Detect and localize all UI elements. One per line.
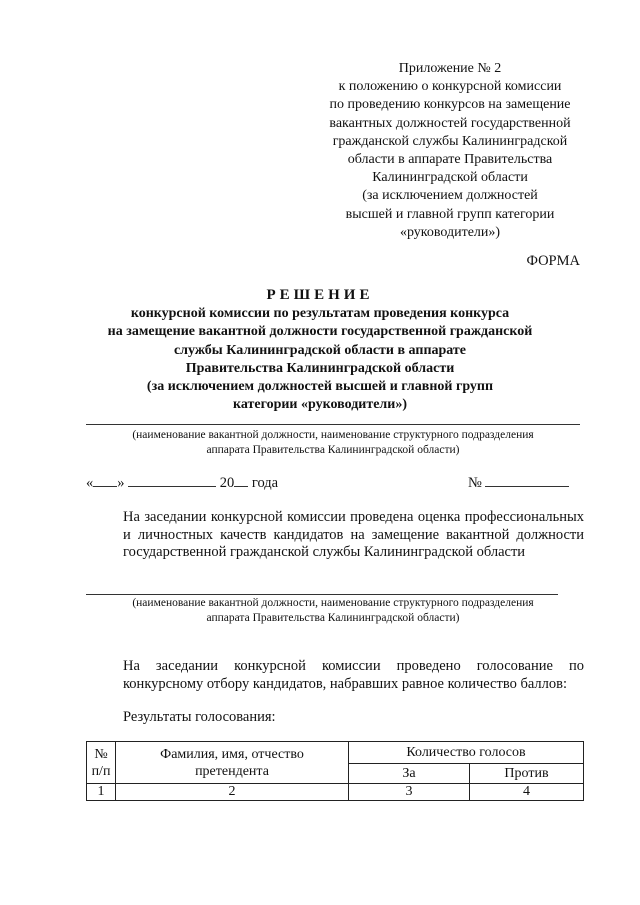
paragraph-voting: На заседании конкурсной комиссии проведено голосование по конкурсному отбору кандидатов, набравших равное количество баллов:: [123, 658, 584, 692]
caption-line: аппарата Правительства Калининградской области): [206, 612, 460, 624]
close-quote: »: [117, 475, 125, 491]
header-votes: Количество голосов: [349, 742, 584, 764]
appendix-line: гражданской службы Калининградской: [332, 133, 568, 149]
header-number: [87, 742, 116, 784]
decision-title: РЕШЕНИЕ: [266, 287, 374, 303]
header-against: Против: [470, 764, 584, 784]
table-cell: 1: [87, 784, 116, 801]
header-for: За: [349, 764, 470, 784]
results-label: Результаты голосования:: [123, 709, 276, 725]
number-blank[interactable]: [485, 473, 569, 487]
subtitle-line: службы Калининградской области в аппарате: [173, 342, 467, 358]
appendix-line: по проведению конкурсов на замещение: [329, 97, 571, 113]
position-blank-line-2[interactable]: [86, 594, 558, 595]
number-sign: №: [468, 475, 482, 491]
caption-line: аппарата Правительства Калининградской области): [206, 444, 460, 456]
table-cell: 3: [349, 784, 470, 801]
subtitle-line: (за исключением должностей высшей и главной групп: [146, 379, 494, 395]
year-blank[interactable]: [234, 473, 248, 487]
form-label: ФОРМА: [526, 253, 580, 269]
header-name-line: Фамилия, имя, отчество: [160, 746, 304, 762]
day-blank[interactable]: [93, 473, 117, 487]
appendix-header: [300, 60, 600, 242]
position-caption-2: [86, 596, 580, 626]
header-name: [116, 742, 349, 784]
date-field: [86, 473, 278, 492]
header-number-line: п/п: [91, 763, 111, 779]
position-caption: [86, 428, 580, 458]
decision-subtitle: [70, 305, 570, 415]
paragraph-evaluation: На заседании конкурсной комиссии проведена оценка профессиональных и личностных качеств кандидатов на замещение вакантной должности государственной гражданской службы Калининградской области: [123, 509, 584, 560]
table-cell: 4: [470, 784, 584, 801]
appendix-line: области в аппарате Правительства: [347, 152, 553, 168]
year-prefix: 20: [219, 475, 235, 491]
appendix-line: вакантных должностей государственной: [329, 115, 571, 131]
subtitle-line: на замещение вакантной должности государственной гражданской: [107, 324, 533, 340]
year-suffix: года: [251, 475, 279, 491]
caption-line: (наименование вакантной должности, наименование структурного подразделения: [132, 429, 534, 441]
position-blank-line[interactable]: [86, 424, 580, 425]
header-name-line: претендента: [195, 763, 269, 779]
appendix-line: (за исключением должностей: [362, 188, 538, 204]
table-cell: 2: [116, 784, 349, 801]
voting-table: [86, 741, 584, 801]
header-number-line: №: [94, 746, 108, 762]
subtitle-line: Правительства Калининградской области: [185, 360, 455, 376]
appendix-line: «руководители»): [399, 224, 501, 240]
appendix-line: Приложение № 2: [398, 61, 502, 76]
open-quote: «: [86, 475, 94, 491]
appendix-line: высшей и главной групп категории: [345, 206, 555, 222]
caption-line: (наименование вакантной должности, наименование структурного подразделения: [132, 597, 534, 609]
month-blank[interactable]: [128, 473, 216, 487]
subtitle-line: категории «руководители»): [232, 397, 408, 413]
number-field: [468, 473, 569, 492]
appendix-line: к положению о конкурсной комиссии: [338, 79, 562, 95]
appendix-line: Калининградской области: [372, 170, 528, 186]
subtitle-line: конкурсной комиссии по результатам проведения конкурса: [130, 306, 510, 321]
